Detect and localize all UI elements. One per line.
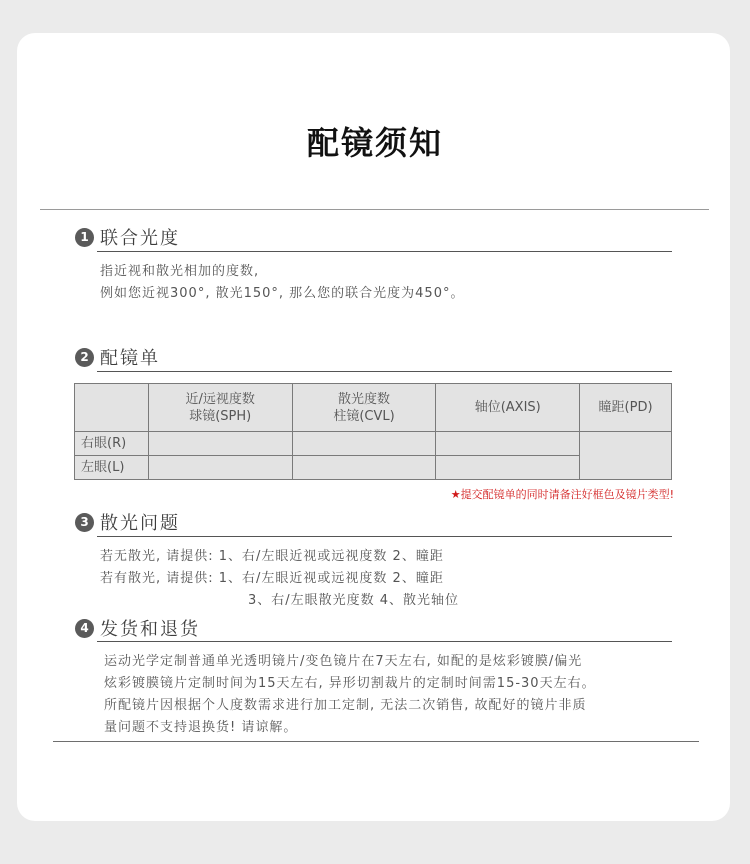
section-1-text-line-2: 例如您近视300°, 散光150°, 那么您的联合光度为450°。 [100,286,465,301]
table-row [75,432,672,456]
section-3-text-line-1: 若无散光, 请提供: 1、右/左眼近视或远视度数 2、瞳距 [100,549,444,564]
section-2-heading [75,344,160,370]
section-4-underline [97,641,672,642]
section-3-text-line-2: 若有散光, 请提供: 1、右/左眼近视或远视度数 2、瞳距 [100,571,444,586]
left-cvl-cell[interactable] [292,456,436,480]
table-header-row [75,384,672,432]
section-2-number: 2 [75,348,94,367]
page-title: 配镜须知 [306,124,443,162]
section-1-text-line-1: 指近视和散光相加的度数, [100,264,260,279]
right-sph-cell[interactable] [148,432,292,456]
header-sph [148,384,292,432]
header-cvl [292,384,436,432]
section-4-text-line-3: 所配镜片因根据个人度数需求进行加工定制, 无法二次销售, 故配好的镜片非质 [104,698,587,713]
header-cvl-line-1: 散光度数 [337,391,390,407]
title-divider [40,209,709,210]
row-label-left-eye: 左眼(L) [75,456,149,480]
section-1-underline [97,251,672,252]
section-3-heading [75,509,180,535]
right-cvl-cell[interactable] [292,432,436,456]
right-axis-cell[interactable] [436,432,580,456]
section-4-text-line-4: 量问题不支持退换货! 请谅解。 [104,720,298,735]
header-axis: 轴位(AXIS) [436,384,580,432]
section-1-title: 联合光度 [100,228,180,249]
section-1-heading [75,224,180,250]
section-3-text-line-3: 3、右/左眼散光度数 4、散光轴位 [248,593,460,608]
left-sph-cell[interactable] [148,456,292,480]
order-notice: ★提交配镜单的同时请备注好框色及镜片类型! [450,488,674,501]
section-1-number: 1 [75,228,94,247]
section-2-title: 配镜单 [100,348,160,369]
section-3-underline [97,536,672,537]
header-pd: 瞳距(PD) [580,384,672,432]
section-4-text-line-2: 炫彩镀膜镜片定制时间为15天左右, 异形切割裁片的定制时间需15-30天左右。 [104,676,596,691]
section-3-number: 3 [75,513,94,532]
pd-cell[interactable] [580,432,672,480]
header-sph-line-1: 近/远视度数 [185,391,255,407]
section-3-title: 散光问题 [100,513,180,534]
row-label-right-eye: 右眼(R) [75,432,149,456]
section-2-underline [97,371,672,372]
prescription-table [74,383,672,480]
section-4-text-line-1: 运动光学定制普通单光透明镜片/变色镜片在7天左右, 如配的是炫彩镀膜/偏光 [104,654,583,669]
section-4-number: 4 [75,619,94,638]
section-4-heading [75,615,200,641]
header-cvl-line-2: 柱镜(CVL) [333,408,395,424]
left-axis-cell[interactable] [436,456,580,480]
bottom-divider [53,741,699,742]
section-4-title: 发货和退货 [100,619,200,640]
table-corner-cell [75,384,149,432]
header-sph-line-2: 球镜(SPH) [189,408,252,424]
